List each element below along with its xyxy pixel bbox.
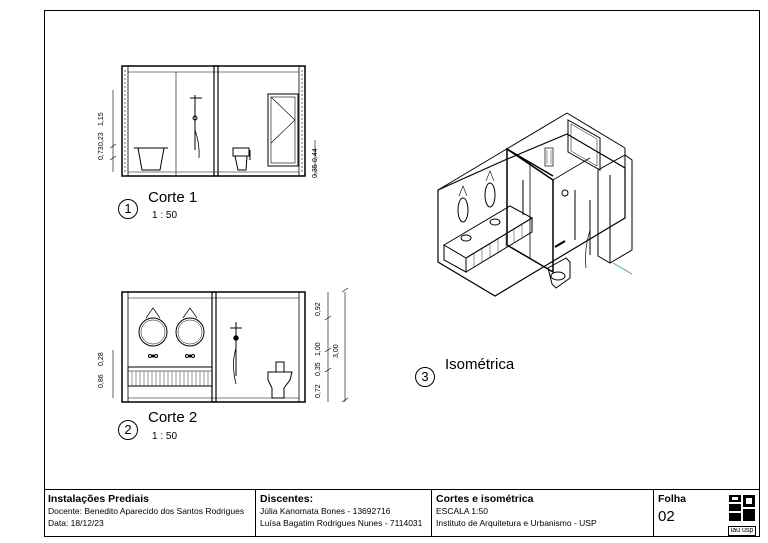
- dim-label: 0,86: [98, 374, 105, 388]
- view-title: Corte 1: [148, 189, 198, 206]
- view-scale: 1 : 50: [152, 431, 178, 442]
- sheet-label: Folha: [658, 493, 686, 505]
- view-number-badge: 2: [118, 420, 138, 440]
- dim-label: 1,00: [315, 342, 322, 356]
- dim-label: 0,23: [98, 132, 105, 146]
- logo-mark-icon: [728, 493, 756, 523]
- student-name: Júlia Kanomata Bones - 13692716: [260, 506, 391, 516]
- students-cell: [256, 490, 432, 537]
- logo-caption: iau usp: [728, 526, 756, 536]
- date-text: Data: 18/12/23: [48, 518, 104, 528]
- dim-label: 0,44: [312, 148, 319, 162]
- mirror-icon: [176, 308, 204, 358]
- student-name: Luísa Bagatim Rodrigues Nunes - 7114031: [260, 518, 423, 528]
- scale-text: ESCALA 1:50: [436, 506, 488, 516]
- dim-label: 0,73: [98, 146, 105, 160]
- course-name: Instalações Prediais: [48, 493, 149, 505]
- sheet-number: 02: [658, 508, 675, 525]
- dim-label: 0,35: [312, 164, 319, 178]
- sheet-title: Cortes e isométrica: [436, 493, 534, 505]
- iau-usp-logo: [728, 493, 756, 533]
- course-cell: [44, 490, 256, 537]
- view-title: Corte 2: [148, 409, 198, 426]
- view-title: Isométrica: [445, 356, 515, 373]
- title-block: [44, 489, 760, 537]
- dim-label: 0,35: [315, 362, 322, 376]
- dim-label: 0,28: [98, 352, 105, 366]
- dim-label-total: 3,00: [333, 344, 340, 358]
- dim-label: 0,72: [315, 384, 322, 398]
- view-scale: 1 : 50: [152, 210, 178, 221]
- mirror-icon: [139, 308, 167, 358]
- sheet-number-cell: [654, 490, 760, 537]
- institution-text: Instituto de Arquitetura e Urbanismo - USP: [436, 518, 597, 528]
- isometric-drawing: [438, 113, 632, 296]
- view-number-badge: 3: [415, 367, 435, 387]
- students-heading: Discentes:: [260, 493, 314, 505]
- teacher-name: Docente: Benedito Aparecido dos Santos Rodrigues: [48, 506, 245, 516]
- dim-label: 1,15: [98, 112, 105, 126]
- corte1-section-drawing: [110, 66, 315, 176]
- dim-label: 0,92: [315, 302, 322, 316]
- sheet-info-cell: [432, 490, 654, 537]
- corte2-section-drawing: [113, 288, 348, 402]
- view-number-badge: 1: [118, 199, 138, 219]
